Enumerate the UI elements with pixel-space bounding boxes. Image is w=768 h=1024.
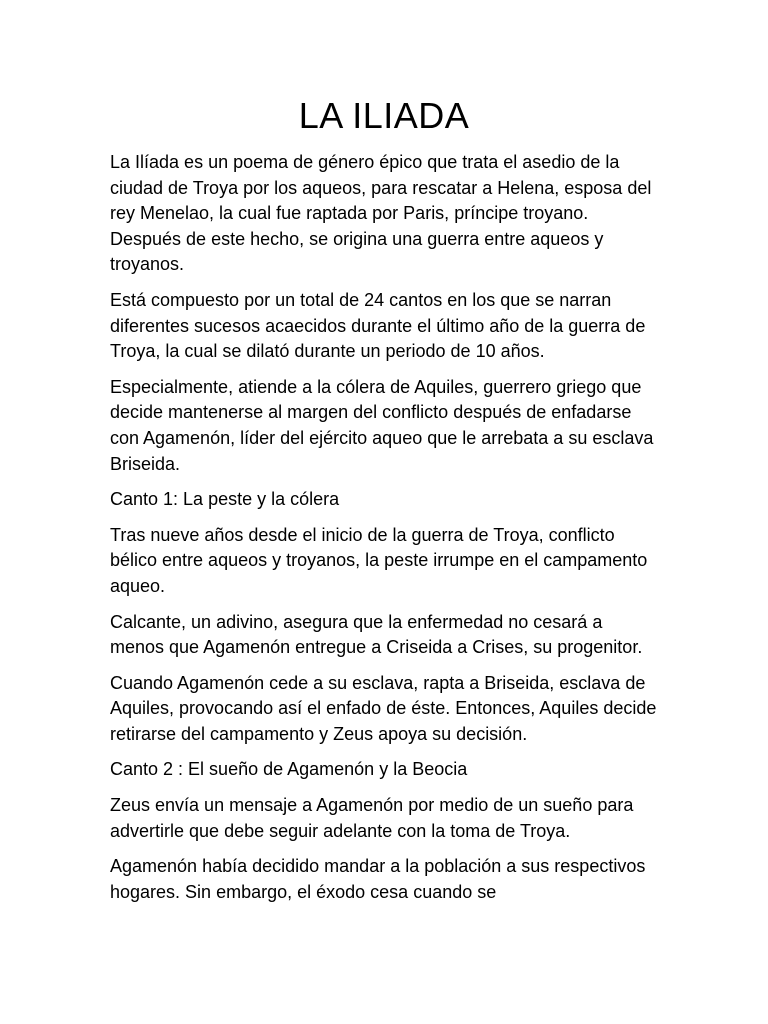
paragraph-structure: Está compuesto por un total de 24 cantos en los que se narran diferentes sucesos acaecidos durante el último año de la guerra de Troya, la cual se dilató durante un periodo de 10 años. [110,289,646,362]
paragraph-exodus: Agamenón había decidido mandar a la población a sus respectivos hogares. Sin embargo, el éxodo cesa cuando se [110,856,646,902]
section-heading-canto-1: Canto 1: La peste y la cólera [110,489,340,510]
paragraph-plague: Tras nueve años desde el inicio de la guerra de Troya, conflicto bélico entre aqueos y troyanos, la peste irrumpe en el campamento aqueo. [110,524,648,596]
paragraph-intro: La Ilíada es un poema de género épico que trata el asedio de la ciudad de Troya por los aqueos, para rescatar a Helena, esposa del rey Menelao, la cual fue raptada por Paris, príncipe troyano. Después de este hecho, se origina una guerra entre aqueos y troyanos. [110,152,652,275]
paragraph-achilles: Especialmente, atiende a la cólera de Aquiles, guerrero griego que decide mantenerse al margen del conflicto después de enfadarse con Agamenón, líder del ejército aqueo que le arrebata a su esclava Briseida. [110,376,654,474]
section-heading-canto-2: Canto 2 : El sueño de Agamenón y la Beocia [110,759,468,780]
paragraph-calchas: Calcante, un adivino, asegura que la enfermedad no cesará a menos que Agamenón entregue a Criseida a Crises, su progenitor. [110,611,643,658]
paragraph-dream: Zeus envía un mensaje a Agamenón por medio de un sueño para advertirle que debe seguir adelante con la toma de Troya. [110,795,634,841]
document-title: LA ILIADA [298,95,470,136]
paragraph-briseis: Cuando Agamenón cede a su esclava, rapta a Briseida, esclava de Aquiles, provocando así el enfado de éste. Entonces, Aquiles decide retirarse del campamento y Zeus apoya su decisión. [110,672,657,744]
